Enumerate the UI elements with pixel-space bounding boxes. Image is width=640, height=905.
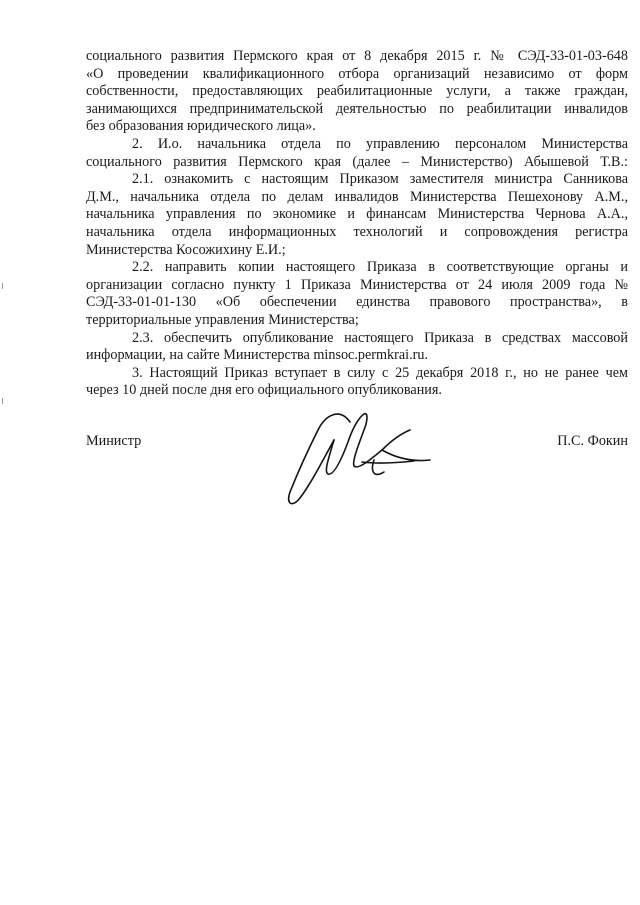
text-line: СЭД-33-01-01-130 «Об обеспечении единства правового пространства», в [86,294,628,311]
paragraph-3-line: 3. Настоящий Приказ вступает в силу с 25 декабря 2018 г., но не ранее чем [132,364,628,381]
paragraph-2-1-line: 2.1. ознакомить с настоящим Приказом заместителя министра Санникова [132,171,628,188]
handwritten-signature [278,400,438,515]
margin-mark [2,398,3,404]
paragraph-2-2-line: 2.2. направить копии настоящего Приказа в соответствующие органы и [132,259,628,276]
text-line: Д.М., начальника отдела по делам инвалидов Министерства Пешехонову А.М., [86,188,628,205]
document-body [86,48,628,400]
text-line: «О проведении квалификационного отбора организаций независимо от форм [86,65,628,82]
text-line: через 10 дней после дня его официального опубликования. [86,382,442,399]
text-line: занимающихся предпринимательской деятельностью по реабилитации инвалидов [86,100,628,117]
text-line: организации согласно пункту 1 Приказа Министерства от 24 июля 2009 года № [86,276,628,293]
signatory-title: Министр [86,433,142,449]
text-line: территориальные управления Министерства; [86,311,359,328]
text-line: социального развития Пермского края от 8 декабря 2015 г. № СЭД-33-01-03-648 [86,48,628,64]
text-line: начальника отдела информационных технологий и сопровождения регистра [86,223,628,240]
text-line: собственности, предоставляющих реабилитационные услуги, а также граждан, [86,83,628,100]
paragraph-2-3-line: 2.3. обеспечить опубликование настоящего Приказа в средствах массовой [132,329,628,346]
text-line: Министерства Косожихину Е.И.; [86,241,286,258]
text-line: социального развития Пермского края (далее – Министерство) Абышевой Т.В.: [86,153,628,170]
margin-mark [2,283,3,289]
text-line: информации, на сайте Министерства minsoc.permkrai.ru. [86,347,429,364]
text-line: начальника управления по экономике и финансам Министерства Чернова А.А., [86,206,628,223]
paragraph-2-line: 2. И.о. начальника отдела по управлению персоналом Министерства [132,135,628,152]
signatory-name: П.С. Фокин [557,433,628,449]
text-line: без образования юридического лица». [86,118,316,135]
